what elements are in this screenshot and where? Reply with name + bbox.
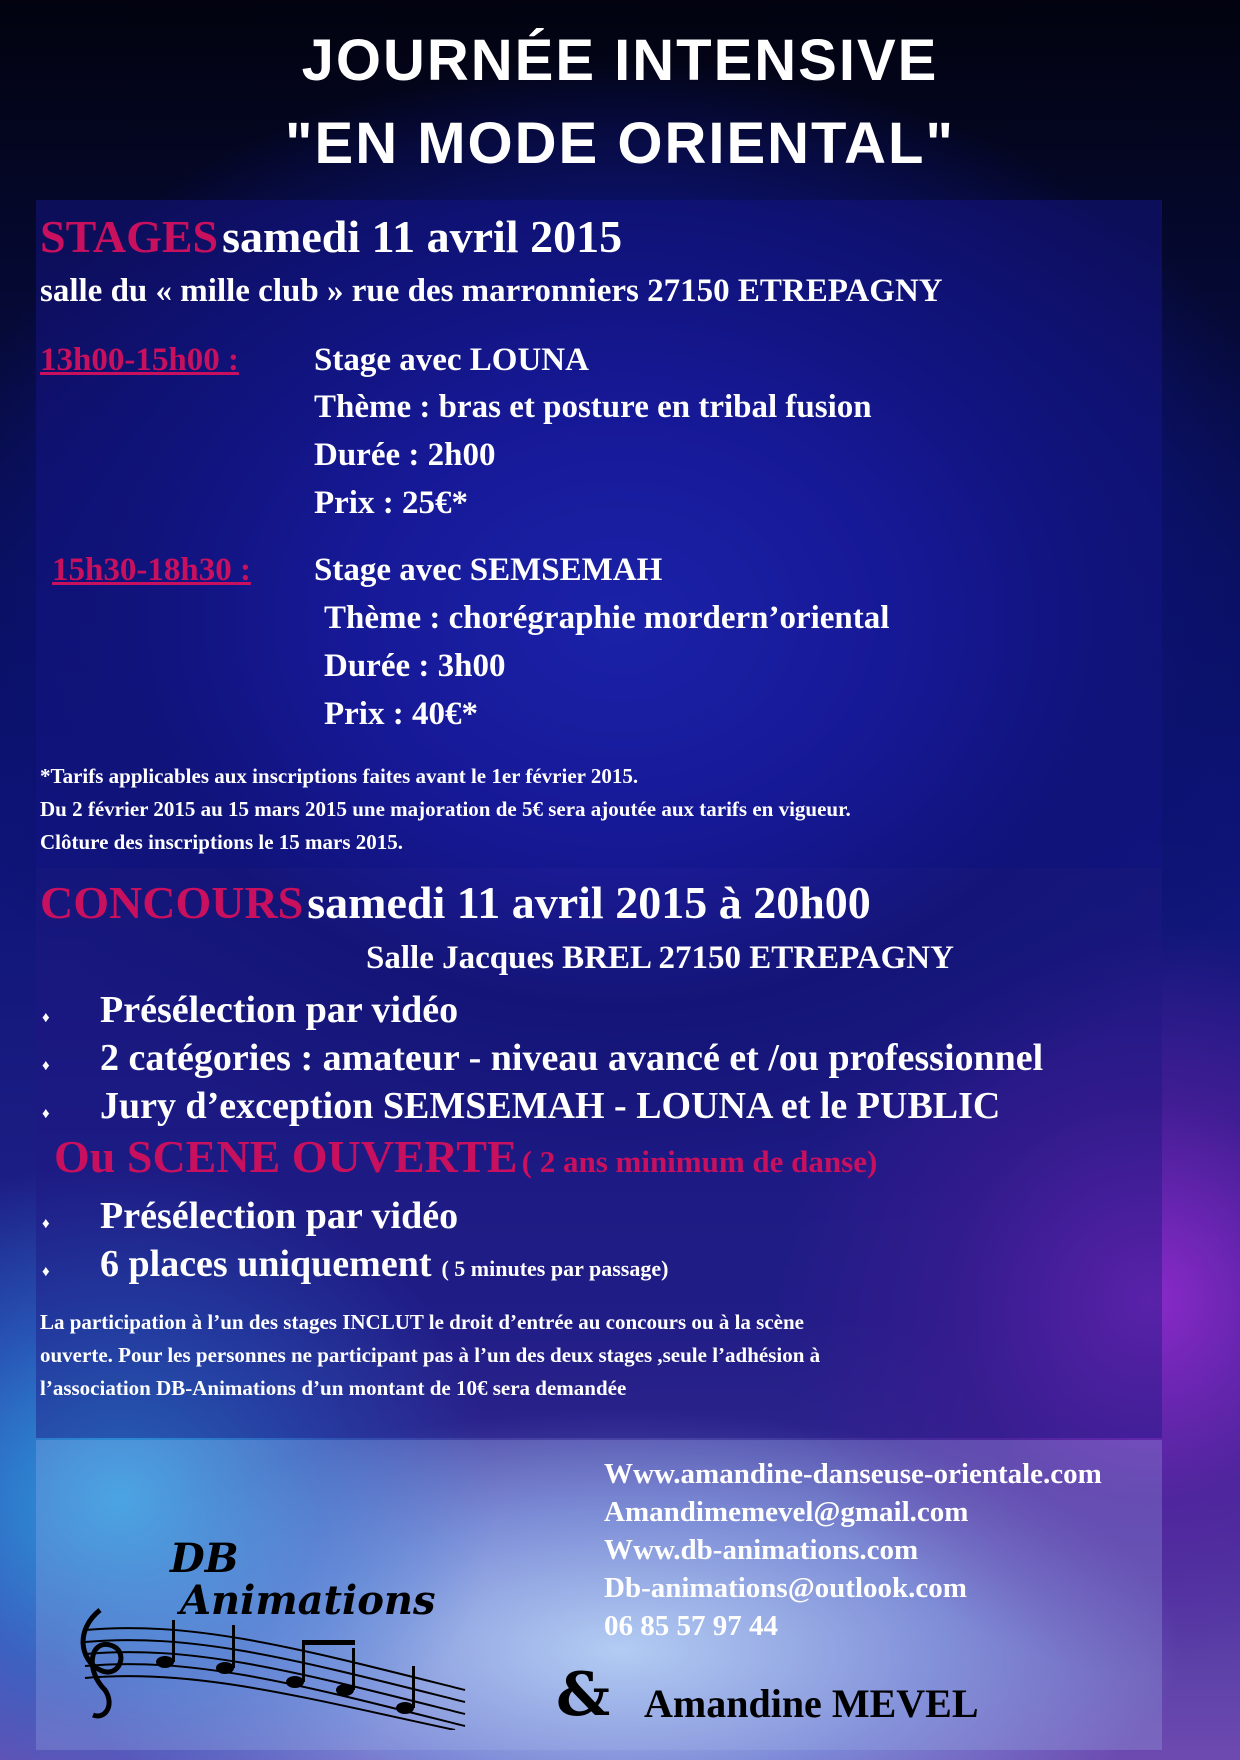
contact-phone[interactable]: 06 85 57 97 44	[604, 1610, 778, 1642]
contact-website-amandine[interactable]: Www.amandine-danseuse-orientale.com	[604, 1458, 1102, 1490]
scene-bullet-2-note: ( 5 minutes par passage)	[441, 1256, 669, 1281]
concours-bullet-2	[42, 1036, 1043, 1080]
note-1: *Tarifs applicables aux inscriptions faites avant le 1er février 2015.	[40, 764, 639, 788]
session-2-theme: Thème : chorégraphie mordern’oriental	[324, 600, 890, 636]
diamond-bullet-icon: ♦	[42, 1010, 50, 1026]
scene-label: Ou SCENE OUVERTE	[54, 1131, 518, 1182]
signature-name: Amandine MEVEL	[644, 1681, 979, 1726]
music-staff-icon	[45, 1590, 485, 1730]
info-line-3: l’association DB-Animations d’un montant de 10€ sera demandée	[40, 1376, 627, 1400]
db-animations-logo	[45, 1535, 485, 1735]
session-1-price: Prix : 25€*	[314, 485, 468, 521]
scene-bullet-2-text: 6 places uniquement	[100, 1243, 432, 1285]
stages-venue: salle du « mille club » rue des marronniers 27150 ETREPAGNY	[40, 273, 943, 309]
session-1-duration: Durée : 2h00	[314, 437, 496, 473]
session-1-title: Stage avec LOUNA	[314, 342, 589, 378]
session-1-theme: Thème : bras et posture en tribal fusion	[314, 389, 872, 425]
logo-line-1: DB	[170, 1535, 239, 1582]
note-2: Du 2 février 2015 au 15 mars 2015 une majoration de 5€ sera ajoutée aux tarifs en vigueur.	[40, 797, 851, 821]
concours-heading	[40, 876, 871, 929]
logo-line-2: Animations	[180, 1577, 436, 1624]
scene-note: ( 2 ans minimum de danse)	[521, 1144, 878, 1179]
note-3: Clôture des inscriptions le 15 mars 2015.	[40, 830, 404, 854]
concours-bullet-1	[42, 988, 458, 1032]
concours-bullet-3-text: Jury d’exception SEMSEMAH - LOUNA et le PUBLIC	[100, 1085, 1001, 1127]
contact-email-amandine[interactable]: Amandimemevel@gmail.com	[604, 1496, 969, 1528]
concours-date: samedi 11 avril 2015 à 20h00	[307, 877, 871, 928]
session-1-time: 13h00-15h00 :	[40, 342, 239, 378]
concours-bullet-3	[42, 1084, 1000, 1128]
concours-bullet-1-text: Présélection par vidéo	[100, 989, 459, 1031]
title-line-1: JOURNÉE INTENSIVE	[301, 28, 939, 93]
diamond-bullet-icon: ♦	[42, 1058, 50, 1074]
session-2-price: Prix : 40€*	[324, 696, 478, 732]
session-2-duration: Durée : 3h00	[324, 648, 506, 684]
scene-bullet-2	[42, 1242, 668, 1286]
concours-bullet-2-text: 2 catégories : amateur - niveau avancé et /ou professionnel	[100, 1037, 1044, 1079]
session-2-time: 15h30-18h30 :	[52, 552, 251, 588]
info-line-1: La participation à l’un des stages INCLUT le droit d’entrée au concours ou à la scène	[40, 1310, 804, 1334]
concours-label: CONCOURS	[40, 877, 304, 928]
scene-bullet-1-text: Présélection par vidéo	[100, 1195, 459, 1237]
concours-venue: Salle Jacques BREL 27150 ETREPAGNY	[366, 940, 954, 976]
contact-email-db[interactable]: Db-animations@outlook.com	[604, 1572, 967, 1604]
stages-heading	[40, 210, 622, 263]
contact-website-db[interactable]: Www.db-animations.com	[604, 1534, 919, 1566]
stages-date: samedi 11 avril 2015	[222, 211, 623, 262]
diamond-bullet-icon: ♦	[42, 1216, 50, 1232]
info-line-2: ouverte. Pour les personnes ne participant pas à l’un des deux stages ,seule l’adhésion à	[40, 1343, 821, 1367]
stages-label: STAGES	[40, 211, 219, 262]
diamond-bullet-icon: ♦	[42, 1106, 50, 1122]
title-line-2: "EN MODE ORIENTAL"	[285, 111, 955, 176]
scene-heading	[54, 1130, 877, 1183]
diamond-bullet-icon: ♦	[42, 1264, 50, 1280]
scene-bullet-1	[42, 1194, 458, 1238]
session-2-title: Stage avec SEMSEMAH	[314, 552, 663, 588]
ampersand: &	[556, 1660, 611, 1730]
